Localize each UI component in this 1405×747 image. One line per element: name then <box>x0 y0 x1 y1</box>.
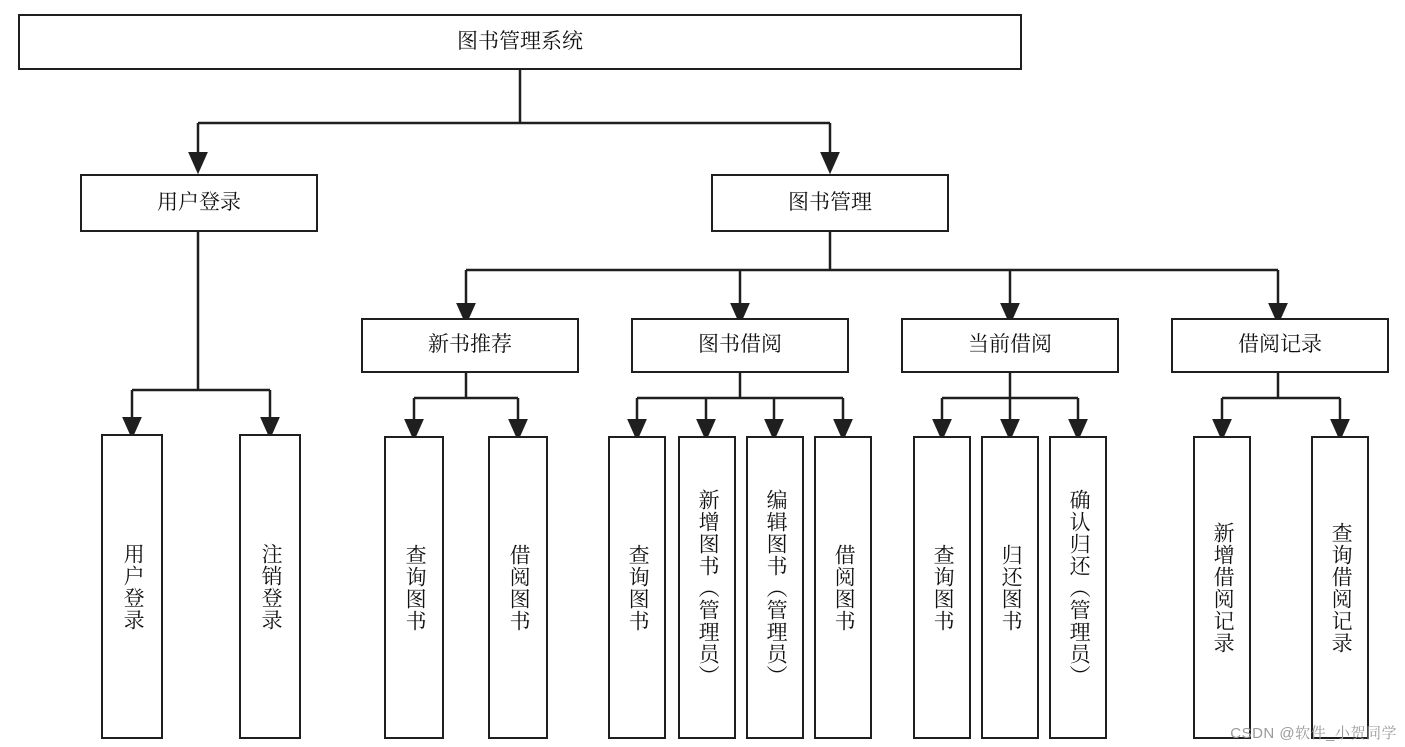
node-current-borrow[interactable] <box>901 318 1119 373</box>
node-leaf-confirm-return-label: 确认归还（管理员） <box>1067 488 1091 687</box>
node-leaf-borrow-book-2-label: 借阅图书 <box>832 543 856 632</box>
node-leaf-query-book-1[interactable] <box>384 436 444 739</box>
node-leaf-add-book[interactable] <box>678 436 736 739</box>
node-leaf-user-login[interactable] <box>101 434 163 739</box>
node-leaf-user-logout-label: 注销登录 <box>259 542 283 631</box>
node-leaf-query-book-2[interactable] <box>608 436 666 739</box>
node-current-borrow-label: 当前借阅 <box>968 333 1052 357</box>
node-borrow-record-label: 借阅记录 <box>1238 333 1322 357</box>
node-leaf-user-login-label: 用户登录 <box>121 542 145 631</box>
node-root-label: 图书管理系统 <box>457 29 583 53</box>
node-book-manage-label: 图书管理 <box>788 190 872 214</box>
node-leaf-borrow-book-1-label: 借阅图书 <box>507 543 531 632</box>
node-leaf-edit-book-label: 编辑图书（管理员） <box>764 488 788 687</box>
node-user-login[interactable] <box>80 174 318 232</box>
node-book-borrow-label: 图书借阅 <box>698 333 782 357</box>
node-user-login-label: 用户登录 <box>157 190 241 214</box>
node-leaf-query-book-2-label: 查询图书 <box>626 543 650 632</box>
node-leaf-confirm-return[interactable] <box>1049 436 1107 739</box>
node-root[interactable] <box>18 14 1022 70</box>
node-leaf-query-book-3[interactable] <box>913 436 971 739</box>
node-new-book-recommend-label: 新书推荐 <box>428 333 512 357</box>
node-leaf-query-record-label: 查询借阅记录 <box>1329 521 1353 654</box>
watermark: CSDN @软件_小贺同学 <box>1230 725 1397 742</box>
node-leaf-query-record[interactable] <box>1311 436 1369 739</box>
node-leaf-return-book[interactable] <box>981 436 1039 739</box>
node-leaf-query-book-1-label: 查询图书 <box>403 543 427 632</box>
node-leaf-add-record-label: 新增借阅记录 <box>1211 521 1235 654</box>
node-leaf-borrow-book-1[interactable] <box>488 436 548 739</box>
node-leaf-user-logout[interactable] <box>239 434 301 739</box>
node-leaf-edit-book[interactable] <box>746 436 804 739</box>
node-leaf-add-book-label: 新增图书（管理员） <box>696 488 720 687</box>
node-leaf-borrow-book-2[interactable] <box>814 436 872 739</box>
node-leaf-return-book-label: 归还图书 <box>999 543 1023 632</box>
node-book-borrow[interactable] <box>631 318 849 373</box>
node-borrow-record[interactable] <box>1171 318 1389 373</box>
node-leaf-query-book-3-label: 查询图书 <box>931 543 955 632</box>
node-book-manage[interactable] <box>711 174 949 232</box>
node-new-book-recommend[interactable] <box>361 318 579 373</box>
node-leaf-add-record[interactable] <box>1193 436 1251 739</box>
